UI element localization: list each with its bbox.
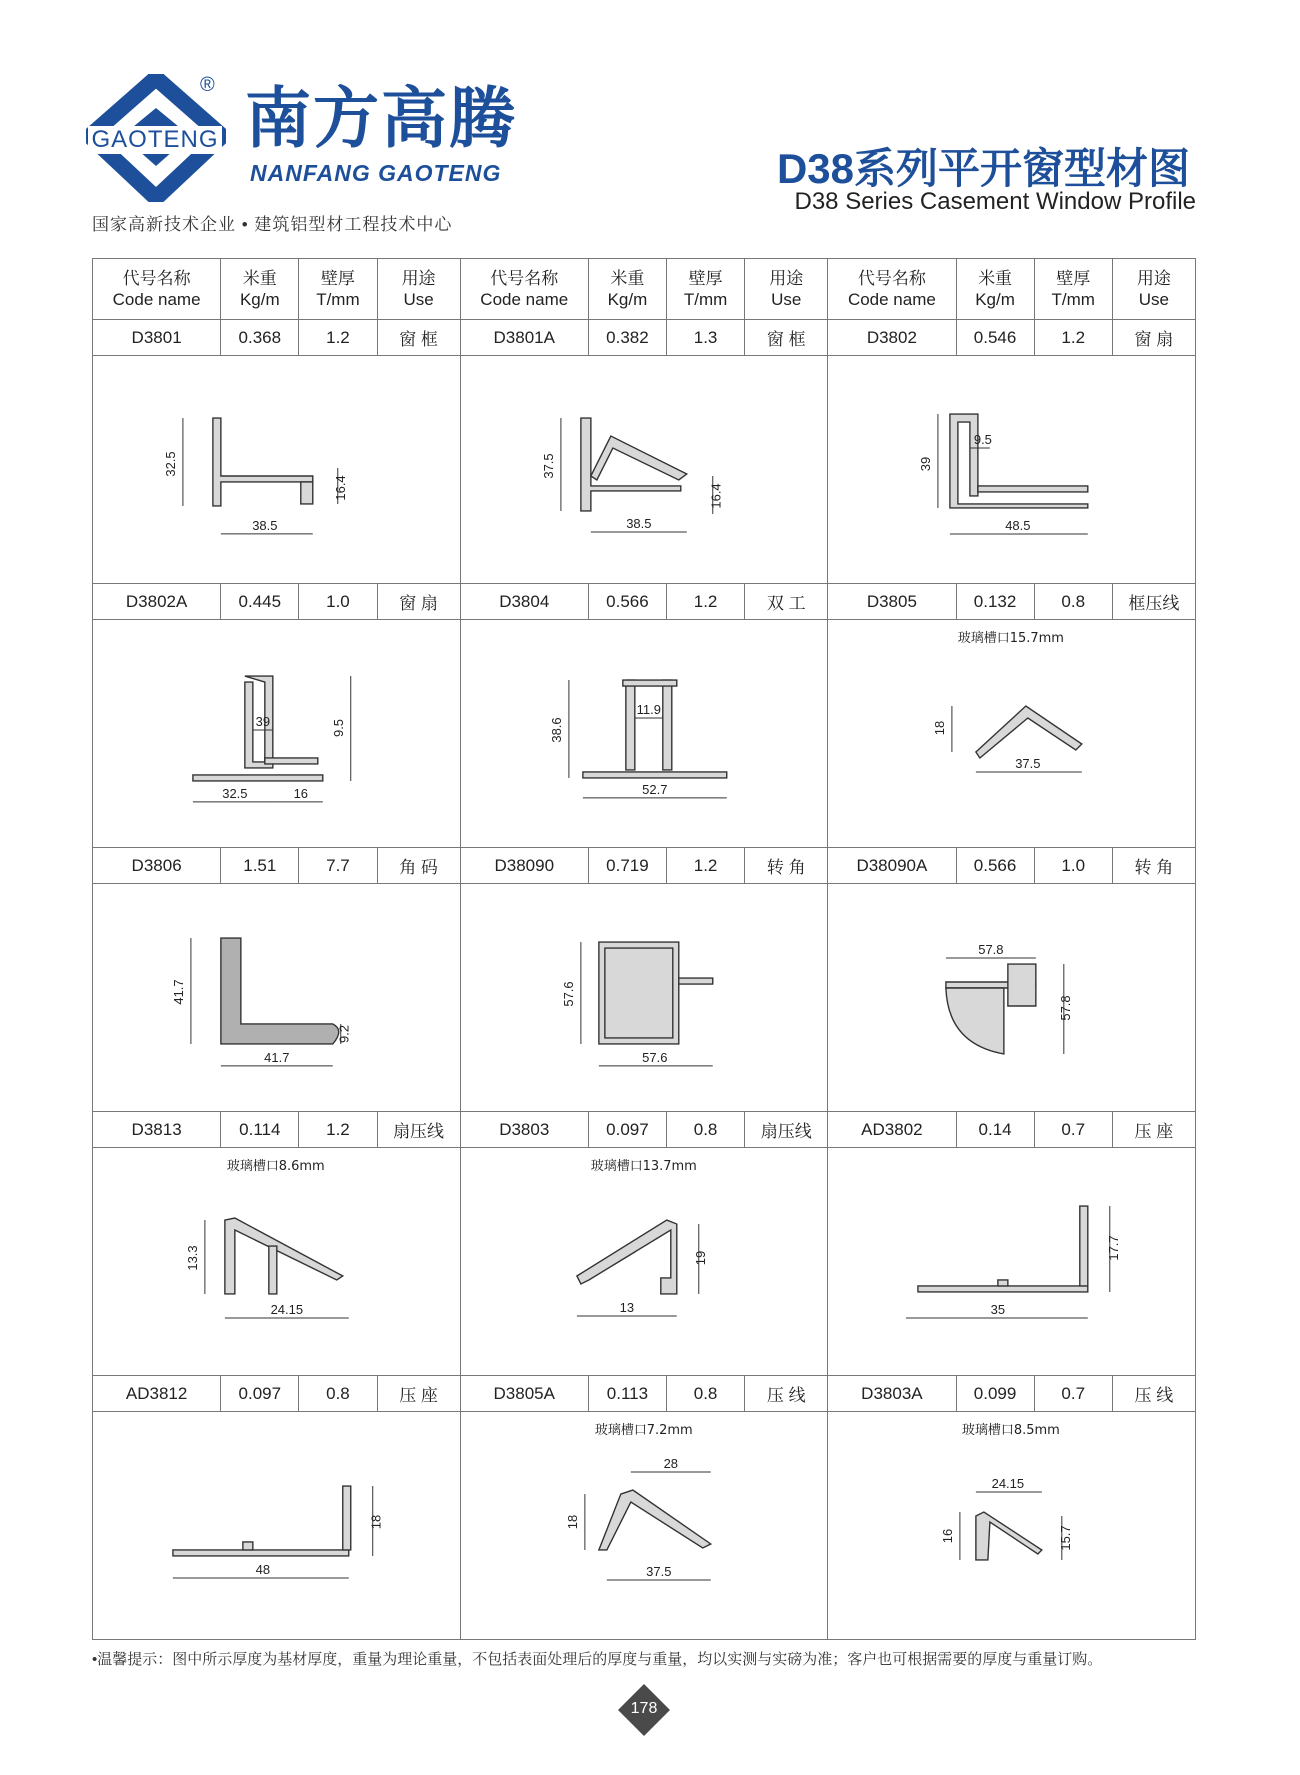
profile-weight-cell: 0.445	[221, 584, 299, 620]
profile-thick-cell: 0.8	[1034, 584, 1112, 620]
profile-use-cell: 窗 扇	[377, 584, 460, 620]
profile-code-cell: D3803	[460, 1112, 588, 1148]
profile-outline	[1008, 964, 1036, 1006]
profile-thick-cell: 0.8	[667, 1376, 745, 1412]
glass-slot-note: 玻璃槽口13.7mm	[590, 1159, 697, 1175]
dimension-label: 38.5	[252, 517, 278, 533]
profile-cross-section	[93, 356, 460, 583]
profile-outline	[225, 1218, 343, 1294]
dimension-label: 38.5	[625, 515, 652, 531]
header-code-cell: 代号名称 Code name	[828, 259, 956, 320]
profile-outline	[301, 482, 313, 504]
profile-drawing-row	[93, 620, 1196, 848]
profile-use-cell: 窗 框	[377, 320, 460, 356]
dimension-label: 57.6	[641, 1049, 668, 1065]
profile-use-cell: 框压线	[1112, 584, 1195, 620]
dimension-label: 39	[918, 456, 934, 472]
dimension-label: 16.4	[332, 475, 348, 501]
header-use-cell: 用途 Use	[1112, 259, 1195, 320]
profile-drawing-cell	[460, 1148, 828, 1376]
profile-drawing-cell	[93, 884, 461, 1112]
dimension-label: 32.5	[162, 451, 178, 477]
profile-outline	[976, 1512, 1042, 1560]
dimension-label: 18	[368, 1514, 384, 1530]
profile-drawing-cell	[460, 356, 828, 584]
profile-drawing-cell	[460, 620, 828, 848]
profile-cross-section	[828, 1148, 1195, 1375]
profile-info-row	[93, 1112, 1196, 1148]
glass-slot-note: 玻璃槽口15.7mm	[958, 631, 1065, 647]
dimension-label: 37.5	[1015, 755, 1041, 771]
profile-use-cell: 角 码	[377, 848, 460, 884]
page-title-cn: D38系列平开窗型材图	[776, 145, 1190, 192]
brand-name-en: NANFANG GAOTENG	[250, 160, 502, 186]
registered-mark: ®	[200, 74, 215, 96]
profile-weight-cell: 0.114	[221, 1112, 299, 1148]
profile-code-cell: D3801	[93, 320, 221, 356]
profile-outline	[265, 758, 318, 764]
profile-drawing-cell	[828, 1412, 1196, 1640]
header-thickness-cell: 壁厚 T/mm	[299, 259, 377, 320]
profile-code-cell: D3806	[93, 848, 221, 884]
profile-info-row	[93, 584, 1196, 620]
dimension-label: 13	[619, 1299, 634, 1315]
profile-thick-cell: 0.7	[1034, 1376, 1112, 1412]
profile-outline	[269, 1246, 277, 1294]
profile-weight-cell: 0.097	[221, 1376, 299, 1412]
dimension-label: 16.4	[708, 483, 724, 509]
dimension-label: 24.15	[270, 1301, 304, 1317]
dimension-label: 15.7	[1058, 1525, 1074, 1551]
profile-cross-section	[461, 620, 828, 847]
profile-drawing-row	[93, 1148, 1196, 1376]
profile-drawing-row	[93, 1412, 1196, 1640]
profile-code-cell: D3803A	[828, 1376, 956, 1412]
profile-outline	[599, 1490, 711, 1550]
profile-code-cell: AD3812	[93, 1376, 221, 1412]
profile-outline	[1080, 1206, 1088, 1286]
dimension-label: 9.2	[336, 1024, 352, 1043]
footnote: •温馨提示：图中所示厚度为基材厚度，重量为理论重量，不包括表面处理后的厚度与重量，均以实测与实磅为准；客户也可根据需要的厚度与重量订购。	[92, 1651, 1103, 1668]
profile-weight-cell: 0.132	[956, 584, 1034, 620]
profile-thick-cell: 7.7	[299, 848, 377, 884]
dimension-label: 37.5	[540, 453, 556, 479]
logo-text: GAOTENG	[88, 126, 222, 154]
profile-cross-section	[828, 884, 1195, 1111]
profile-outline	[604, 948, 672, 1038]
dimension-label: 57.8	[978, 942, 1004, 958]
profile-info-row	[93, 848, 1196, 884]
dimension-label: 13.3	[184, 1245, 200, 1271]
tagline: 国家高新技术企业 • 建筑铝型材工程技术中心	[92, 215, 453, 234]
profile-weight-cell: 1.51	[221, 848, 299, 884]
profile-use-cell: 扇压线	[745, 1112, 828, 1148]
profile-use-cell: 窗 扇	[1112, 320, 1195, 356]
glass-slot-note: 玻璃槽口8.6mm	[226, 1159, 325, 1175]
profile-outline	[625, 680, 634, 770]
profile-thick-cell: 1.3	[667, 320, 745, 356]
brand-name-cn: 南方高腾	[245, 80, 517, 157]
profile-code-cell: AD3802	[828, 1112, 956, 1148]
profile-outline	[918, 1286, 1088, 1292]
header-weight-cell: 米重 Kg/m	[221, 259, 299, 320]
profile-drawing-cell	[828, 1148, 1196, 1376]
profile-outline	[946, 988, 1004, 1054]
profile-code-cell: D3805	[828, 584, 956, 620]
dimension-label: 39	[255, 714, 271, 730]
header-code-cell: 代号名称 Code name	[93, 259, 221, 320]
profile-outline	[978, 486, 1088, 492]
profile-cross-section	[461, 356, 828, 583]
profile-outline	[678, 978, 712, 984]
profile-catalog-table	[92, 258, 1196, 1640]
profile-weight-cell: 0.099	[956, 1376, 1034, 1412]
dimension-label: 28	[663, 1456, 678, 1472]
profile-drawing-cell	[93, 1148, 461, 1376]
profile-thick-cell: 0.8	[299, 1376, 377, 1412]
header-use-cell: 用途 Use	[745, 259, 828, 320]
dimension-label: 32.5	[222, 785, 248, 801]
dimension-label: 9.5	[330, 718, 346, 738]
profile-drawing-cell	[828, 620, 1196, 848]
profile-use-cell: 转 角	[745, 848, 828, 884]
profile-info-row	[93, 1376, 1196, 1412]
dimension-label: 48.5	[1005, 517, 1031, 533]
profile-outline	[950, 414, 1088, 508]
profile-cross-section	[93, 1412, 460, 1639]
profile-outline	[622, 680, 676, 686]
dimension-label: 48	[255, 1561, 271, 1577]
profile-info-row	[93, 320, 1196, 356]
profile-drawing-cell	[828, 884, 1196, 1112]
profile-weight-cell: 0.719	[588, 848, 666, 884]
profile-code-cell: D38090A	[828, 848, 956, 884]
dimension-label: 16	[293, 785, 309, 801]
dimension-label: 41.7	[264, 1049, 290, 1065]
dimension-label: 18	[564, 1514, 580, 1530]
profile-use-cell: 转 角	[1112, 848, 1195, 884]
profile-weight-cell: 0.566	[588, 584, 666, 620]
profile-weight-cell: 0.566	[956, 848, 1034, 884]
dimension-label: 41.7	[170, 979, 186, 1005]
header-weight-cell: 米重 Kg/m	[956, 259, 1034, 320]
profile-drawing-row	[93, 356, 1196, 584]
dimension-label: 11.9	[636, 702, 661, 718]
profile-thick-cell: 1.2	[299, 1112, 377, 1148]
profile-thick-cell: 1.2	[299, 320, 377, 356]
profile-code-cell: D3801A	[460, 320, 588, 356]
dimension-label: 35	[990, 1301, 1006, 1317]
dimension-label: 57.8	[1058, 995, 1074, 1021]
profile-weight-cell: 0.113	[588, 1376, 666, 1412]
profile-drawing-cell	[460, 884, 828, 1112]
profile-outline	[591, 436, 687, 480]
profile-outline	[577, 1220, 677, 1294]
profile-drawing-row	[93, 884, 1196, 1112]
profile-thick-cell: 0.7	[1034, 1112, 1112, 1148]
profile-use-cell: 双 工	[745, 584, 828, 620]
profile-thick-cell: 1.0	[1034, 848, 1112, 884]
profile-cross-section	[828, 356, 1195, 583]
dimension-label: 16	[940, 1528, 956, 1544]
glass-slot-note: 玻璃槽口7.2mm	[594, 1423, 693, 1439]
profile-drawing-cell	[93, 1412, 461, 1640]
profile-code-cell: D3802A	[93, 584, 221, 620]
profile-outline	[243, 1542, 253, 1550]
dimension-label: 18	[932, 720, 948, 736]
profile-cross-section	[461, 884, 828, 1111]
profile-weight-cell: 0.14	[956, 1112, 1034, 1148]
profile-weight-cell: 0.368	[221, 320, 299, 356]
profile-cross-section	[93, 884, 460, 1111]
profile-cross-section	[93, 1148, 460, 1375]
profile-code-cell: D3813	[93, 1112, 221, 1148]
profile-thick-cell: 1.2	[667, 848, 745, 884]
profile-outline	[343, 1486, 351, 1550]
profile-cross-section	[828, 1412, 1195, 1639]
profile-outline	[662, 680, 671, 770]
profile-use-cell: 压 座	[377, 1376, 460, 1412]
profile-cross-section	[461, 1148, 828, 1375]
dimension-label: 17.7	[1106, 1235, 1122, 1261]
profile-thick-cell: 0.8	[667, 1112, 745, 1148]
profile-thick-cell: 1.2	[1034, 320, 1112, 356]
profile-outline	[976, 706, 1082, 758]
profile-drawing-cell	[93, 620, 461, 848]
profile-drawing-cell	[828, 356, 1196, 584]
header-thickness-cell: 壁厚 T/mm	[1034, 259, 1112, 320]
profile-thick-cell: 1.0	[299, 584, 377, 620]
profile-weight-cell: 0.382	[588, 320, 666, 356]
page-title-en: D38 Series Casement Window Profile	[794, 188, 1196, 215]
profile-use-cell: 窗 框	[745, 320, 828, 356]
profile-outline	[213, 418, 313, 506]
profile-code-cell: D3802	[828, 320, 956, 356]
header-code-cell: 代号名称 Code name	[460, 259, 588, 320]
profile-cross-section	[828, 620, 1195, 847]
profile-cross-section	[93, 620, 460, 847]
dimension-label: 9.5	[974, 432, 993, 448]
profile-code-cell: D38090	[460, 848, 588, 884]
profile-outline	[998, 1280, 1008, 1286]
dimension-label: 37.5	[645, 1563, 672, 1579]
dimension-label: 52.7	[641, 781, 668, 797]
profile-code-cell: D3805A	[460, 1376, 588, 1412]
dimension-label: 19	[692, 1250, 708, 1266]
dimension-label: 24.15	[991, 1476, 1025, 1492]
page-number: 178	[630, 1700, 658, 1717]
glass-slot-note: 玻璃槽口8.5mm	[962, 1423, 1061, 1439]
table-header-row	[93, 259, 1196, 320]
profile-use-cell: 压 座	[1112, 1112, 1195, 1148]
header-weight-cell: 米重 Kg/m	[588, 259, 666, 320]
profile-outline	[173, 1550, 349, 1556]
header-use-cell: 用途 Use	[377, 259, 460, 320]
dimension-label: 57.6	[560, 981, 576, 1007]
profile-use-cell: 扇压线	[377, 1112, 460, 1148]
dimension-label: 38.6	[548, 717, 564, 743]
profile-cross-section	[461, 1412, 828, 1639]
profile-drawing-cell	[460, 1412, 828, 1640]
profile-use-cell: 压 线	[745, 1376, 828, 1412]
profile-outline	[221, 938, 339, 1044]
profile-outline	[193, 775, 323, 781]
profile-weight-cell: 0.097	[588, 1112, 666, 1148]
profile-use-cell: 压 线	[1112, 1376, 1195, 1412]
profile-code-cell: D3804	[460, 584, 588, 620]
profile-outline	[583, 772, 727, 778]
profile-drawing-cell	[93, 356, 461, 584]
profile-weight-cell: 0.546	[956, 320, 1034, 356]
profile-thick-cell: 1.2	[667, 584, 745, 620]
header-thickness-cell: 壁厚 T/mm	[667, 259, 745, 320]
